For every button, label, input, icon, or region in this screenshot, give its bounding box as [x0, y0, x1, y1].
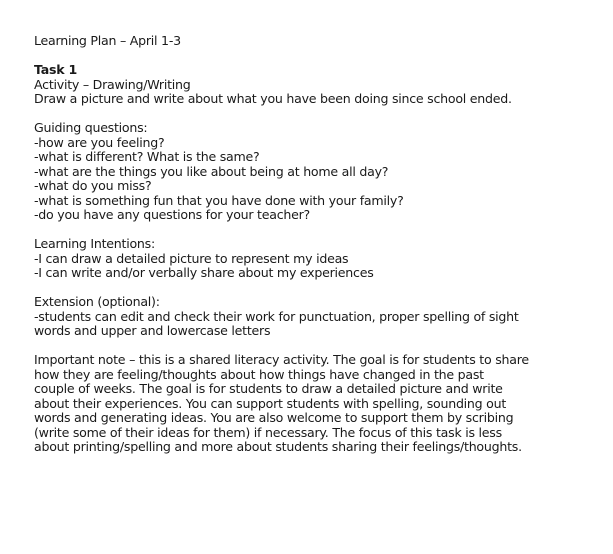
spacer [34, 281, 600, 296]
learning-intention-item: -I can draw a detailed picture to represent my ideas [34, 250, 349, 266]
important-note-line: about their experiences. You can support students with spelling, sounding out [34, 395, 507, 411]
guiding-question-item: -what is different? What is the same? [34, 149, 260, 164]
extension-heading: Extension (optional): [34, 294, 160, 309]
spacer [34, 107, 600, 122]
guiding-questions-heading: Guiding questions: [34, 120, 148, 135]
spacer [34, 223, 600, 238]
important-note-line: (write some of their ideas for them) if necessary. The focus of this task is less [34, 424, 502, 440]
learning-intentions-heading: Learning Intentions: [34, 236, 155, 251]
spacer [34, 339, 600, 354]
extension-text-line: -students can edit and check their work for punctuation, proper spelling of sight [34, 308, 519, 324]
important-note-line: Important note – this is a shared literacy activity. The goal is for students to share [34, 352, 529, 367]
guiding-question-item: -what do you miss? [34, 178, 152, 193]
important-note-line: how they are feeling/thoughts about how things have changed in the past [34, 366, 484, 382]
task-instruction: Draw a picture and write about what you have been doing since school ended. [34, 91, 512, 106]
guiding-question-item: -do you have any questions for your teacher? [34, 207, 310, 222]
guiding-question-item: -what is something fun that you have done with your family? [34, 192, 404, 208]
important-note-line: about printing/spelling and more about students sharing their feelings/thoughts. [34, 439, 522, 454]
task-activity: Activity – Drawing/Writing [34, 76, 191, 92]
spacer [34, 49, 600, 64]
important-note-line: couple of weeks. The goal is for students to draw a detailed picture and write [34, 381, 503, 396]
learning-intention-item: -I can write and/or verbally share about my experiences [34, 265, 374, 280]
guiding-question-item: -how are you feeling? [34, 134, 165, 150]
extension-text-line: words and upper and lowercase letters [34, 323, 271, 338]
document-page [34, 34, 600, 455]
task-heading: Task 1 [34, 62, 77, 77]
important-note-line: words and generating ideas. You are also welcome to support them by scribing [34, 410, 514, 425]
guiding-question-item: -what are the things you like about being at home all day? [34, 163, 389, 179]
document-title: Learning Plan – April 1-3 [34, 33, 181, 48]
